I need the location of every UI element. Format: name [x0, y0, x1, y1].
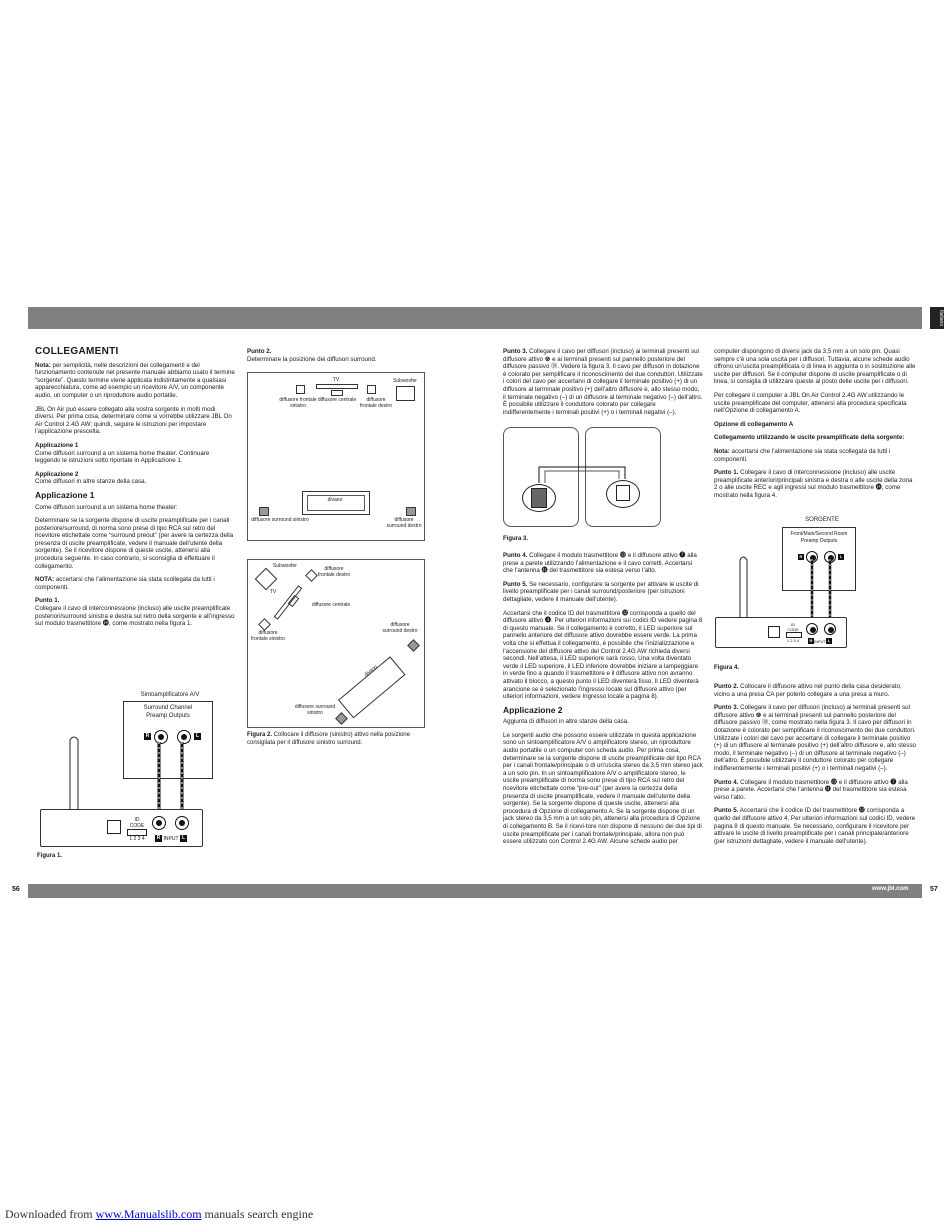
column-4: [714, 348, 916, 506]
app1-heading: Applicazione 1: [35, 489, 95, 500]
room1-surround-left: [259, 507, 269, 516]
room2-front-left: [258, 618, 271, 631]
fig1-transmitter: [40, 809, 203, 847]
nota-label: NOTA:: [35, 576, 55, 584]
fig1-l-badge: L: [195, 733, 200, 739]
fig1-title: Sintoamplificatore A/V: [140, 692, 200, 698]
footer-prefix: Downloaded from: [5, 1207, 96, 1221]
room2-fl-label: diffusore frontale sinistro: [251, 630, 285, 642]
fig1-id-numbers: 1 2 3 4: [129, 836, 145, 842]
fig3-caption: Figura 3.: [503, 536, 529, 542]
header-band: [28, 307, 922, 329]
fig1-input-jack-r: [152, 816, 166, 830]
c4-cont: computer dispongono di diversi jack da 3,5 mm a un solo pin. Quasi sempre c’è una sola uscita per i diffusori. Tuttavia, alcune schede audio offrono un’uscita preamplificata o di linea in aggiunta o in sostituzione alle uscite per diffusori. Se il computer dispone di uscite preamplificate o di linea, si consiglia di utilizzare queste al posto delle uscite per i diffusori.: [714, 348, 916, 386]
fig4-l-badge: L: [839, 554, 843, 559]
room1-tv: [316, 384, 358, 389]
fig1-id-label: ID CODE: [129, 817, 145, 829]
punto2-label: Punto 2.: [247, 348, 272, 355]
room1-front-left: [296, 385, 305, 394]
room1-fl-label: diffusore frontale sinistro: [279, 397, 317, 409]
c3-punto5: Punto 5. Se necessario, configurare la sorgente per attivare le uscite di livello preamplificate per i canali surround/posteriore (per istruzioni dettagliate, vedere il manuale dell’utente).: [503, 580, 699, 603]
room2-fr-label: diffusore frontale destro: [318, 566, 350, 578]
page-number-right: 57: [930, 886, 938, 893]
nota-text: accertarsi che l’alimentazione sia stata scollegata da tutti i componenti.: [35, 576, 215, 591]
nota-paragraph: [35, 576, 235, 591]
preout-paragraph: Determinare se la sorgente dispone di uscite preamplificate per i canali posteriore/surround, di norma sono prese di tipo RCA sul retro del ricevitore etichettate come “surround preout” (per avere la certezza della presenza di uscite preamplificate, vedere il manuale dell’utente della sorgente). Se il ricevitore dispone di queste uscite, attenersi alla procedura seguente. In caso contrario, si sconsiglia di effettuare il collegamento.: [35, 517, 234, 570]
note-label: Nota:: [35, 361, 51, 369]
site-url[interactable]: www.jbl.com: [872, 886, 909, 892]
column-1: [35, 348, 235, 634]
app2-sub: Aggiunta di diffusori in altre stanze della casa.: [503, 718, 629, 726]
app1-text: Come diffusori surround a un sistema home theater. Continuare leggendo le istruzioni sotto riportate in Applicazione 1.: [35, 449, 210, 465]
fig1-input-label: INPUT: [163, 836, 179, 842]
column-3: [503, 348, 703, 422]
c4-punto4: Punto 4. Collegare il modulo trasmettitore ⓭ e il diffusore attivo ❼ alla prese a parete. Accertarsi che l’antenna ⓫ del trasmettitore sia estesa verso l’alto.: [714, 778, 908, 801]
c4-punto2: Punto 2. Collocare il diffusore attivo nel punto della casa desiderato, vicino a una presa CA per poterlo collegare a una presa a muro.: [714, 683, 902, 698]
room1-sofa-label: divano: [327, 497, 343, 503]
fig1-antenna: [70, 737, 78, 820]
room2-center-label: diffusore centrale: [311, 602, 351, 608]
app1-label: Applicazione 1: [35, 441, 79, 449]
fig4-id-label: ID CODE: [787, 622, 799, 632]
fig4-r-badge: R: [799, 554, 803, 559]
room1-sofa: [302, 491, 370, 515]
column-2: [247, 348, 437, 369]
fig1-input-r: R: [156, 835, 161, 841]
fig1-caption: Figura 1.: [37, 853, 63, 859]
room1-sr-label: diffusore surround destro: [386, 517, 422, 529]
room1-fr-label: diffusore frontale destro: [360, 397, 392, 409]
room-diagram-1: [247, 372, 425, 541]
fig4-box-line2: Preamp Outputs: [800, 538, 838, 544]
column-3-lower: [503, 552, 703, 852]
note-text: per semplicità, nelle descrizioni dei collegamenti e del funzionamento contenute nel presente manuale abbiamo usato il termine “sorgente”. Questo termine viene applicata indistintamente a qualsiasi apparecchiatura, come ad esempio un ricevitore A/V, un componente audio, un computer o un riproduttore audio portatile.: [35, 361, 235, 399]
page-number-left: 56: [12, 886, 20, 893]
fig1-box-line1: Surround Channel: [143, 705, 193, 711]
fig1-input-l: L: [181, 835, 186, 841]
c4-nota: Nota: accertarsi che l’alimentazione sia stata scollegata da tutti i componenti.: [714, 447, 891, 463]
room-diagram-2: [247, 559, 425, 728]
c3-sorgenti: Le sorgenti audio che possono essere utilizzate in questa applicazione sono un sintoamplificatore A/V o amplificatore stereo, un riproduttore audio portatile o un computer con scheda audio. Per prima cosa, determinare se la sorgente dispone di uscite preamplificate del tipo RCA per i canali frontale/principale o di un’uscita stereo da 3,5 mm stereo jack a un solo pin. In un sintoamplificatore A/V o amplificatore stereo, le uscite preamplificate di norma sono prese di tipo RCA sul retro del ricevitore etichettate come “pre-out” (per avere la certezza della presenza di uscite preamplificate, vedere il manuale dell’utente della sorgente). Se la sorgente dispone di queste uscite, attenersi alla procedura di Opzione di collegamento A. Se la sorgente dispone di un jack stereo da 3,5 mm a un solo pin, attenersi alla procedura di Opzione di collegamento B. Se il ricevi-tore non dispone di nessuno dei due tipi di uscite preamplificate per i canali frontale/principale, allora non può essere utilizzato con Control 2.4G AW. Alcune schede audio per: [503, 731, 703, 846]
room2-sl-label: diffusore surround sinistro: [294, 704, 336, 716]
footer-band: [28, 884, 922, 898]
room2-tv-label: TV: [269, 589, 277, 595]
c4-optA-sub: Collegamento utilizzando le uscite preamplificate della sorgente:: [714, 434, 905, 442]
fig4-id-numbers: 1 2 3 4: [786, 638, 800, 643]
punto1-label: Punto 1.: [35, 597, 60, 605]
c3-punto4: Punto 4. Collegare il modulo trasmettitore ⓭ e il diffusore attivo ❼ alla prese a parete utilizzando l’alimentazione e il cavo corretti. Accertarsi che l’antenna ⓫ del trasmettitore sia estesa verso l’alto.: [503, 552, 697, 575]
fig3-cable: [503, 427, 663, 527]
app2-label: Applicazione 2: [35, 470, 79, 478]
room1-tv-label: TV: [332, 377, 340, 383]
c4-punto3: Punto 3. Collegare il cavo per diffusori (incluso) ai terminali presenti sul diffusore attivo ❻ e ai terminali presenti sul pannello posteriore del diffusore passivo ⓾, come mostrato nella figura 3. Il cavo per diffusori in dotazione è colorato per semplificare il riconoscimento dei due conduttori. Utilizzate i colori del cavo per accertarvi di collegare il terminale positivo (+) di un diffusore al terminale positivo (+) dell’altro diffusore e, allo stesso modo, il terminale negativo (–) di un diffusore al terminale negativo (–) dell’altro. È possibile utilizzare il conduttore colorato per collegare indifferentemente i terminali positivi (+) o i terminali negativi (–).: [714, 704, 916, 772]
fig4-input-l: L: [827, 638, 831, 643]
fig1-r-badge: R: [145, 733, 150, 739]
fig1-box-line2: Preamp Outputs: [146, 713, 190, 719]
c4-optA: Opzione di collegamento A: [714, 420, 794, 428]
room2-sofa-label: divano: [363, 663, 379, 679]
fig2-caption: Figura 2. Collocare il diffusore (sinistro) attivo nella posizione consigliata per il diffusore sinistro surround.: [247, 732, 410, 746]
fig4-caption: Figura 4.: [714, 665, 740, 671]
c4-punto5: Punto 5. Accertarsi che il codice ID del trasmettitore ⓬ corrisponda a quello del diffusore attivo 4. Per ulteriori informazioni sul codici ID, vedere pagina 8 di questo manuale. Se necessario, configurare il ricevitore per attivare le uscite di livello preamplificate per i canali principale/anteriore (per istruzioni dettagliate, vedere il manuale dell’utente).: [714, 807, 916, 845]
room2-sub-label: Subwoofer: [273, 563, 297, 569]
intro-paragraph: JBL On Air può essere collegato alla vostra sorgente in molti modi diversi. Per prima cosa, determinare come si vorrebbe utilizzare JBL On Air Control 2.4G AW; quindi, seguire le istruzioni per impostare l’applicazione prescelta.: [35, 405, 232, 436]
room1-sl-label: diffusore surround sinistro: [251, 517, 309, 523]
fig4-input-jack-l: [824, 623, 836, 635]
note-paragraph: [35, 362, 235, 400]
fig4-input-r: R: [809, 638, 813, 643]
manualslib-link[interactable]: www.Manualslib.com: [95, 1207, 202, 1221]
room1-front-right: [367, 385, 376, 394]
punto1-text: Collegare il cavo di interconnessione (incluso) alle uscite preamplificate posteriori/surround sinistra e destra sul retro della sorgente e all’ingresso sul modulo trasmettitore ⓮, come mostrato nella figura 1.: [35, 605, 235, 628]
fig4-input-jack-r: [806, 623, 818, 635]
room1-center-label: diffusore centrale: [317, 397, 357, 403]
fig1-power-jack: [107, 820, 121, 834]
download-footer: [5, 1207, 313, 1222]
c4-computer: Per collegare il computer a JBL On Air Control 2.4G AW utilizzando le uscite preamplificate del computer, attenersi alla procedura specificata nell’Opzione di collegamento A.: [714, 391, 907, 415]
fig1-id-switch: [127, 829, 147, 836]
room1-sub-label: Subwoofer: [393, 378, 417, 384]
app1-sub: Come diffusori surround a un sistema home theater:: [35, 503, 178, 511]
c4-punto1: Punto 1. Collegare il cavo di interconnessione (incluso) alle uscite preamplificate anteriori/principali sinistra e destra o alle uscite della zona 2 o alle uscite REC e agli ingressi sul modulo trasmettitore ⓮, come mostrato nella figura 4.: [714, 469, 913, 499]
footer-suffix: manuals search engine: [201, 1207, 314, 1221]
language-tab: Italiano: [930, 307, 944, 329]
fig4-box-line1: Front/Main/Second Room: [790, 531, 848, 537]
section-title: COLLEGAMENTI: [35, 346, 119, 357]
room1-center-speaker: [331, 390, 343, 396]
column-4-lower: [714, 683, 916, 851]
punto2-text: Determinare la posizione dei diffusori surround.: [247, 355, 377, 363]
room2-sr-label: diffusore surround destro: [382, 622, 418, 634]
room1-surround-right: [406, 507, 416, 516]
app2-heading: Applicazione 2: [503, 704, 563, 715]
c3-accertarsi: Accertarsi che il codice ID del trasmettitore ⓬ corrisponda a quello del diffusore attivo ❹. Per ulteriori informazioni sui codici ID vedere pagina 8 di questo manuale. Se il collegamento è corretto, il LED superiore sul pannello anteriore del diffusore attivo dovrebbe essere verde. La prima volta che si effettua il collegamento, è possibile che l’inizializzazione e l’accensione del diffusore attivo del Control 2.4G AW richieda diversi secondi. Nell’attesa, il LED superiore sarà rosso. Una volta diventato verde il LED superiore, il LED inferiore dovrebbe iniziare a lampeggiare in verde fino a quando il trasmettitore e il diffusore attivo non avranno attivato il blocco, a questo punto il LED diventerà fisso. Il LED diventerà arancione se è selezionato l’ingresso locale sul diffusore attivo (per ulteriori informazioni, vedere Ingresso locale a pagina 8).: [503, 609, 703, 701]
app2-text: Come diffusori in altre stanze della casa.: [35, 478, 147, 486]
fig4-transmitter: [715, 617, 847, 648]
room1-subwoofer: [396, 386, 415, 401]
room2-subwoofer: [255, 568, 278, 591]
fig4-title: SORGENTE: [805, 517, 839, 523]
fig4-input-label: INPUT: [814, 639, 826, 644]
c3-punto3: Punto 3. Collegare il cavo per diffusori (incluso) ai terminali presenti sul diffusore attivo ❻ e ai terminali presenti sul pannello posteriore del diffusore passivo ⓾. Vedere la figura 3. Il cavo per diffusori in dotazione è colorato per semplificare il riconoscimento dei due conduttori. Utilizzate i colori del cavo per accertarvi di collegare il terminale positivo (+) di un diffusore al terminale positivo (+) dell’altro diffusore e, allo stesso modo, il terminale negativo (–) di un diffusore al terminale negativo (–) dell’altro. È possibile utilizzare il conduttore colorato per collegare indifferentemente i terminali positivi (+) o i terminali negativi (–).: [503, 348, 703, 416]
room2-surround-right: [407, 639, 420, 652]
fig1-input-jack-l: [175, 816, 189, 830]
fig4-power-jack: [768, 626, 780, 638]
